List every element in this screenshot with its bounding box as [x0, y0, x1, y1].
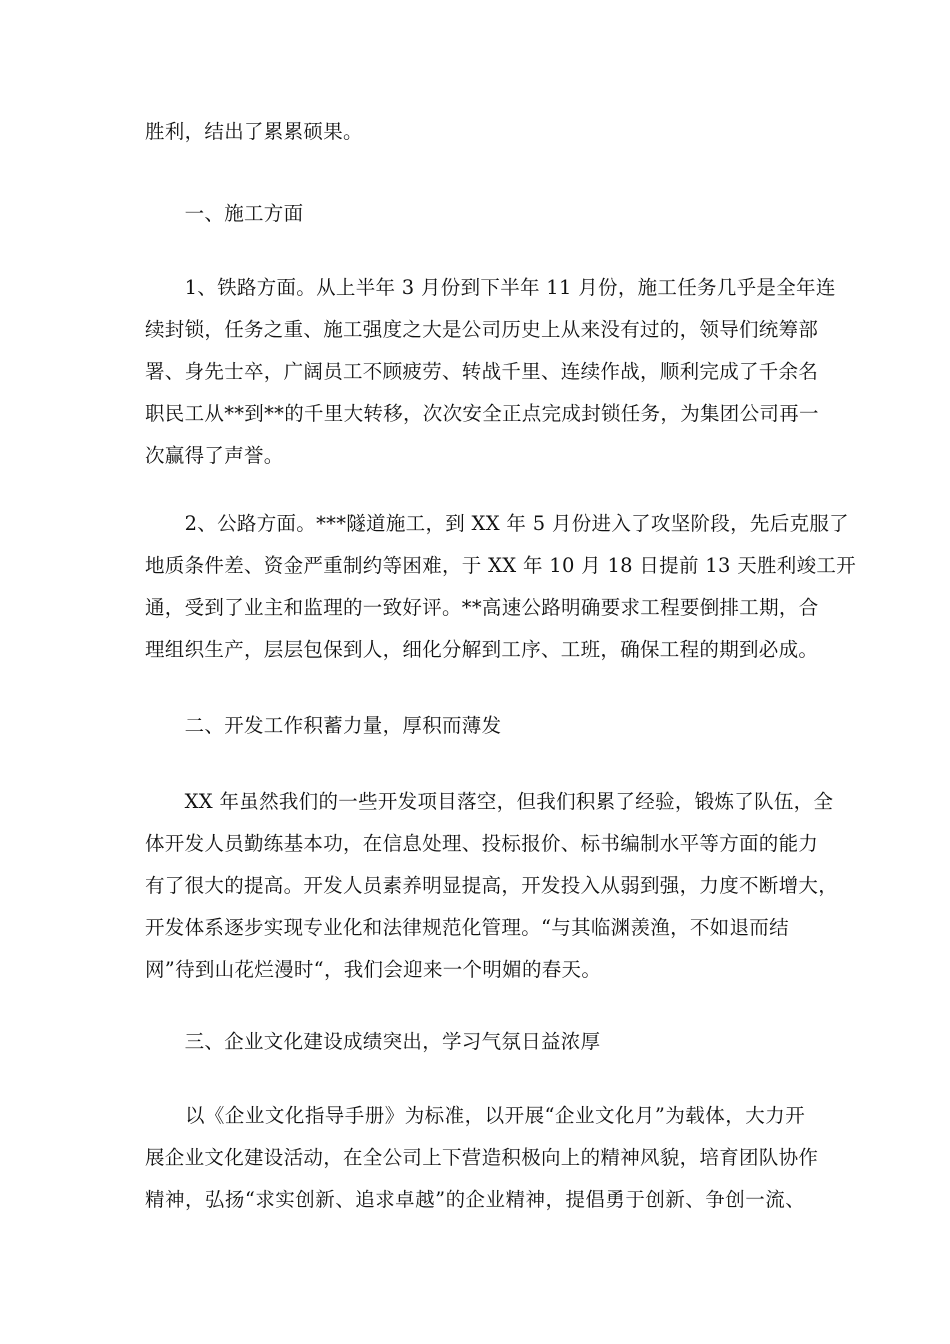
text-line: 1、铁路方面。从上半年 3 月份到下半年 11 月份，施工任务几乎是全年连: [145, 276, 836, 299]
text-line: 通，受到了业主和监理的一致好评。**高速公路明确要求工程要倒排工期，合: [145, 596, 819, 619]
text-line: 续封锁，任务之重、施工强度之大是公司历史上从来没有过的，领导们统筹部: [145, 318, 819, 341]
text-line: 理组织生产，层层包保到人，细化分解到工序、工班，确保工程的期到必成。: [145, 638, 819, 661]
text-line: 胜利，结出了累累硕果。: [145, 120, 363, 143]
section-heading: 二、开发工作积蓄力量，厚积而薄发: [145, 714, 502, 737]
text-line: 有了很大的提高。开发人员素养明显提高，开发投入从弱到强，力度不断增大，: [145, 874, 839, 897]
text-line: 地质条件差、资金严重制约等困难，于 XX 年 10 月 18 日提前 13 天胜利竣工开: [145, 554, 856, 577]
text-line: 2、公路方面。***隧道施工，到 XX 年 5 月份进入了攻坚阶段，先后克服了: [145, 512, 849, 535]
text-line: 精神，弘扬“求实创新、追求卓越”的企业精神，提倡勇于创新、争创一流、: [145, 1188, 805, 1211]
text-line: 开发体系逐步实现专业化和法律规范化管理。“与其临渊羡渔，不如退而结: [145, 916, 789, 939]
text-line: 网”待到山花烂漫时“，我们会迎来一个明媚的春天。: [145, 958, 602, 981]
text-line: 职民工从**到**的千里大转移，次次安全正点完成封锁任务，为集团公司再一: [145, 402, 819, 425]
text-line: 体开发人员勤练基本功，在信息处理、投标报价、标书编制水平等方面的能力: [145, 832, 819, 855]
text-line: 署、身先士卒，广阔员工不顾疲劳、转战千里、连续作战，顺利完成了千余名: [145, 360, 819, 383]
section-heading: 三、企业文化建设成绩突出，学习气氛日益浓厚: [145, 1030, 601, 1053]
text-line: 以《企业文化指导手册》为标准，以开展“企业文化月”为载体，大力开: [145, 1104, 805, 1127]
text-line: 次赢得了声誉。: [145, 444, 284, 467]
section-heading: 一、施工方面: [145, 202, 304, 225]
text-line: XX 年虽然我们的一些开发项目落空，但我们积累了经验，锻炼了队伍，全: [145, 790, 834, 813]
text-line: 展企业文化建设活动，在全公司上下营造积极向上的精神风貌，培育团队协作: [145, 1146, 819, 1169]
